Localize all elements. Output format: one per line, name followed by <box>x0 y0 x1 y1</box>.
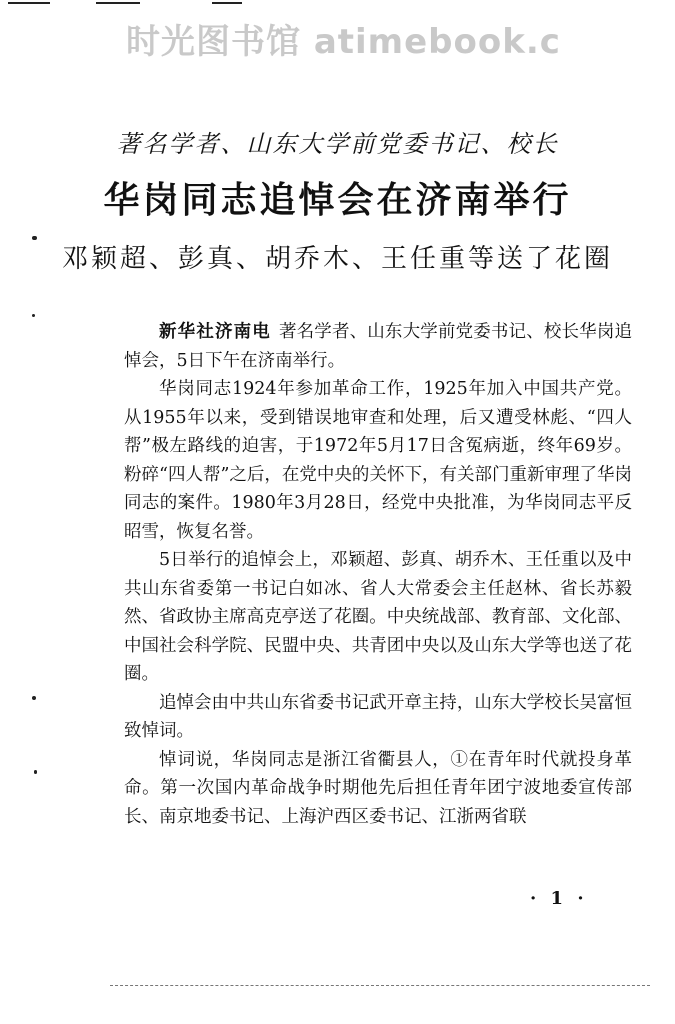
paragraph: 追悼会由中共山东省委书记武开章主持，山东大学校长吴富恒致悼词。 <box>124 692 632 741</box>
top-rule <box>8 2 50 4</box>
subhead: 邓颖超、彭真、胡乔木、王任重等送了花圈 <box>61 244 613 274</box>
top-rule <box>96 2 140 4</box>
margin-speck <box>32 314 35 317</box>
paragraph-text: 著名学者、山东大学前党委书记、校长华岗追悼会，5日下午在济南举行。 <box>124 322 633 371</box>
kicker: 著名学者、山东大学前党委书记、校长 <box>116 130 559 158</box>
paragraph: 华岗同志1924年参加革命工作，1925年加入中国共产党。从1955年以来，受到错误地审查和处理，后又遭受林彪、“四人帮”极左路线的迫害，于1972年5月17日含冤病逝，终年69岁。粉碎“四人帮”之后，在党中央的关怀下，有关部门重新审理了华岗同志的案件。1980年3月28日，经党中央批准，为华岗同志平反昭雪，恢复名誉。 <box>124 379 632 542</box>
margin-speck <box>32 696 36 700</box>
margin-speck <box>32 236 37 240</box>
page-title: 华岗同志追悼会在济南举行 <box>103 179 572 221</box>
margin-speck <box>34 770 37 774</box>
page-number: · 1 · <box>530 888 588 909</box>
top-rule <box>212 2 242 4</box>
paragraph: 5日举行的追悼会上，邓颖超、彭真、胡乔木、王任重以及中共山东省委第一书记白如冰、省人大常委会主任赵林、省长苏毅然、省政协主席高克亭送了花圈。中央统战部、教育部、文化部、中国社会科学院、民盟中央、共青团中央以及山东大学等也送了花圈。 <box>124 550 632 684</box>
watermark: 时光图书馆 atimebook.c <box>126 22 561 62</box>
paragraph: 悼词说，华岗同志是浙江省衢县人，①在青年时代就投身革命。第一次国内革命战争时期他先后担任青年团宁波地委宣传部长、南京地委书记、上海沪西区委书记、江浙两省联 <box>124 749 632 827</box>
bottom-rule <box>110 985 650 986</box>
article-body <box>124 318 632 831</box>
paragraph <box>124 318 632 375</box>
dateline: 新华社济南电 <box>159 322 271 342</box>
